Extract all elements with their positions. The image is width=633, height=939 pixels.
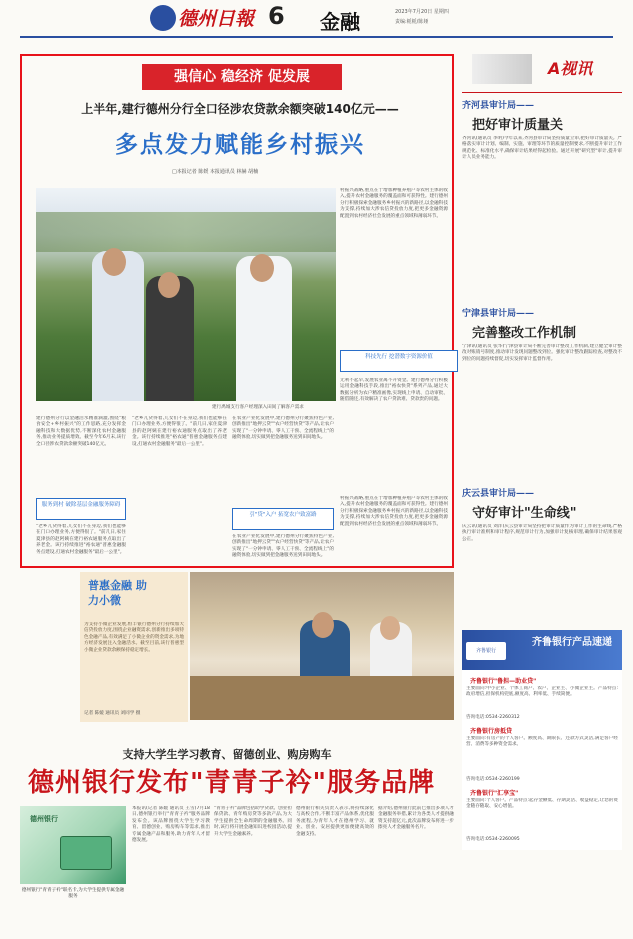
article-byline: □本报记者 陈媛 本报通讯员 林赫 胡楠 (172, 169, 259, 175)
masthead (0, 0, 633, 40)
s1-text: 齐河讯(通讯员 李明)今年以来,齐河县审计局坚持质量立审,把好审计质量关。严格落实审计计划、编制、实施、审理等环节的质量控制要求,不断提升审计工作规范化、标准化水平,确保审计结果经得起检验。通过开展"研究型"审计,提升审计人员业务能力。 (462, 136, 622, 161)
bottom-column: "青青子衿"品牌包括助学贷款、创业担保贷款、青年购房贷等多款产品,为大学生提供全生命周期的金融服务。同时,该行将开展金融知识进校园活动,提升大学生金融素养。 (214, 806, 292, 837)
bottom-column: 本报讯(记者 陈媛 通讯员 王雪)7月18日,德州银行举行"青青子衿"服务品牌发布会。该品牌围绕大学生学习教育、留德创业、购房购车等需求,推出专属金融产品和服务,助力青年人才留德发展。 (132, 806, 210, 844)
market-photo (190, 572, 454, 720)
article-column: 在农业产业化发展中,建行德州分行聚焦特色产业,创新推出"地押云贷""农户经营快贷"等产品,让农户实现了"一分钟申请、零人工干预、全流程线上"的融资体验,切实做到把金融服务送到田间地头。 (232, 416, 334, 441)
page-number: 6 (268, 2, 285, 30)
article-column: 建行德州分行以金融活水精准滴灌,围绕"粮食安全+乡村振兴"的工作思路,充分发挥金融科技和大数据优势,不断深化农村金融服务,推动业务提质增效。截至今年6月末,该行全口径涉农贷款余额突破140亿元。 (36, 416, 126, 447)
inclusive-text: 为支持小微企业发展,恒丰银行德州分行持续加大信贷投放力度,围绕企业融资需求,创新推出多项特色金融产品,有效满足了小微企业的资金需求,为地方经济发展注入金融活水。截至目前,该行普惠型小微企业贷款余额保持稳定增长。 (84, 622, 184, 653)
bottom-column: 据介绍,德州银行此前已推出多项人才金融服务举措,累计为各类人才提供融资支持超亿元,此次品牌发布将进一步擦亮人才金融服务名片。 (378, 806, 454, 831)
inclusive-title: 普惠金融 助力小微 (88, 579, 147, 607)
newspaper-logo-icon (150, 5, 176, 31)
s2-dept: 宁津县审计局—— (462, 309, 535, 319)
s3-title: 守好审计"生命线" (472, 506, 577, 521)
bottom-headline: 德州银行发布"青青子衿"服务品牌 (28, 768, 436, 798)
s2-title: 完善整改工作机制 (472, 326, 577, 341)
article-column: 村振兴战略,重点在于增加种植养殖户等农村主体的收入,提升农村金融服务的覆盖面和可获得性。建行德州分行积极探索金融服务乡村振兴的新路径,以金融科技为支撑,持续加大涉农信贷投放力度,把更多金融资源配置到农村经济社会发展的重点领域和薄弱环节。 (340, 188, 448, 219)
bottom-column: 德州银行相关负责人表示,将持续深化与高校合作,不断丰富产品体系,优化服务流程,为青年人才在德州学习、就业、创业、安居提供更加便捷高效的金融支持。 (296, 806, 374, 837)
masthead-rule (20, 36, 613, 38)
article-headline: 多点发力赋能乡村振兴 (115, 132, 365, 158)
ad-title: 齐鲁银行产品速递 (532, 637, 612, 648)
sidebar-logo: A视讯 (548, 59, 593, 78)
field-photo (36, 188, 336, 401)
inclusive-finance-block[interactable] (20, 572, 454, 722)
article-column: "老乡儿贷得着,儿女们不在身边,我们也能够在门口办理业务,方便得很了。"前几日,家住夏津县的赵阿姨在建行裕农通服务点取出了养老金。该行持续推进"裕农通"普惠金融服务点建设,打通农村金融服务"最后一公里"。 (36, 524, 126, 555)
product-1: 齐鲁银行"鲁担—助业贷" (470, 678, 537, 685)
s3-text: 庆云讯(通讯员 刘洋)庆云县审计局坚持把审计质量作为审计工作的生命线,严格执行审计准则和审计程序,规范审计行为,加强审计复核审理,确保审计结果客观公正。 (462, 524, 622, 542)
section-title: 金融 (320, 10, 360, 34)
s2-text: 宁津讯(通讯员 张华)宁津县审计局不断完善审计整改工作机制,建立健全审计整改对账销号制度,推动审计发现问题整改到位。强化审计整改跟踪检查,对整改不到位的问题持续督促,切实发挥审计监督作用。 (462, 344, 622, 362)
inclusive-credit: 记者 陈媛 通讯员 刘同学 摄 (84, 711, 141, 716)
main-article[interactable] (20, 54, 454, 568)
article-column: 在农业产业化发展中,建行德州分行聚焦特色产业,创新推出"地押云贷""农户经营快贷"等产品,让农户实现了"一分钟申请、零人工干预、全流程线上"的融资体验,切实做到把金融服务送到田间地头。 (232, 534, 334, 559)
s1-title: 把好审计质量关 (472, 118, 564, 133)
photo-caption: 建行禹城支行客户经理深入田间了解客户需求 (212, 405, 304, 410)
editors: 责编:栀栀/陈娅 (395, 19, 429, 25)
s1-dept: 齐河县审计局—— (462, 101, 535, 111)
section-tag-loan: 引"贷"入户 拓宽农户致富路 (232, 508, 334, 530)
bank-card-icon (60, 836, 112, 870)
article-column: 村振兴战略,重点在于增加种植养殖户等农村主体的收入,提升农村金融服务的覆盖面和可获得性。建行德州分行积极探索金融服务乡村振兴的新路径,以金融科技为支撑,持续加大涉农信贷投放力度,把更多金融资源配置到农村经济社会发展的重点领域和薄弱环节。 (340, 496, 448, 527)
s3-dept: 庆云县审计局—— (462, 489, 535, 499)
bank-logo: 齐鲁银行 (466, 642, 506, 660)
slogan-banner: 强信心 稳经济 促发展 (142, 64, 342, 90)
bottom-subhead: 支持大学生学习教育、留德创业、购房购车 (122, 748, 332, 761)
section-tag-village: 服务到村 破除基层金融服务障碍 (36, 498, 126, 520)
qilu-bank-ad[interactable]: 齐鲁银行 齐鲁银行产品速递 齐鲁银行"鲁担—助业贷" 主要面向:中小企业、个体工商户、农户、企业主、小微企业主。产品特点:政府增信,担保机构兜底,额度高、利率低、手续简便。 咨询电话:0534-2260312 齐鲁银行房抵贷 主要面向:有房产的个人客户。额度高、期限长、还款方式灵活,满足客户经营、消费等多种资金需求。 咨询电话:0534-2260199 齐鲁银行"汇享宝" 主要面向:个人客户。产品特点:起存金额低、存期灵活、收益稳定,让您的资金随存随取、安心增值。 咨询电话:0534-2260095 (462, 630, 622, 850)
article-column: "老乡儿贷得着,儿女们不在身边,我们也能够在门口办理业务,方便得很了。"前几日,家住夏津县的赵阿姨在建行裕农通服务点取出了养老金。该行持续推进"裕农通"普惠金融服务点建设,打通农村金融服务"最后一公里"。 (132, 416, 227, 447)
product-3: 齐鲁银行"汇享宝" (470, 790, 519, 797)
article-column: 无利不起早,发展农业离不开资金。建行德州分行积极运用金融科技手段,推出"裕农快贷"系列产品,通过大数据分析为农户精准画像,实现线上申请、自动审批、随借随还,有效解决了农户贷款难、贷款贵的问题。 (340, 378, 448, 403)
paper-name: 德州日報 (178, 8, 255, 30)
product-2: 齐鲁银行房抵贷 (470, 728, 513, 735)
pen-icon (472, 54, 532, 84)
card-photo: 德州银行 (20, 806, 126, 884)
article-subhead: 上半年,建行德州分行全口径涉农贷款余额突破140亿元—— (81, 102, 399, 116)
section-tag-tech: 科技先行 挖潜数字资源价值 (340, 350, 458, 372)
issue-date: 2023年7月20日 星期四 (395, 9, 449, 15)
card-caption: 德州银行"青青子衿"联名卡,为大学生提供专属金融服务 (21, 888, 125, 900)
